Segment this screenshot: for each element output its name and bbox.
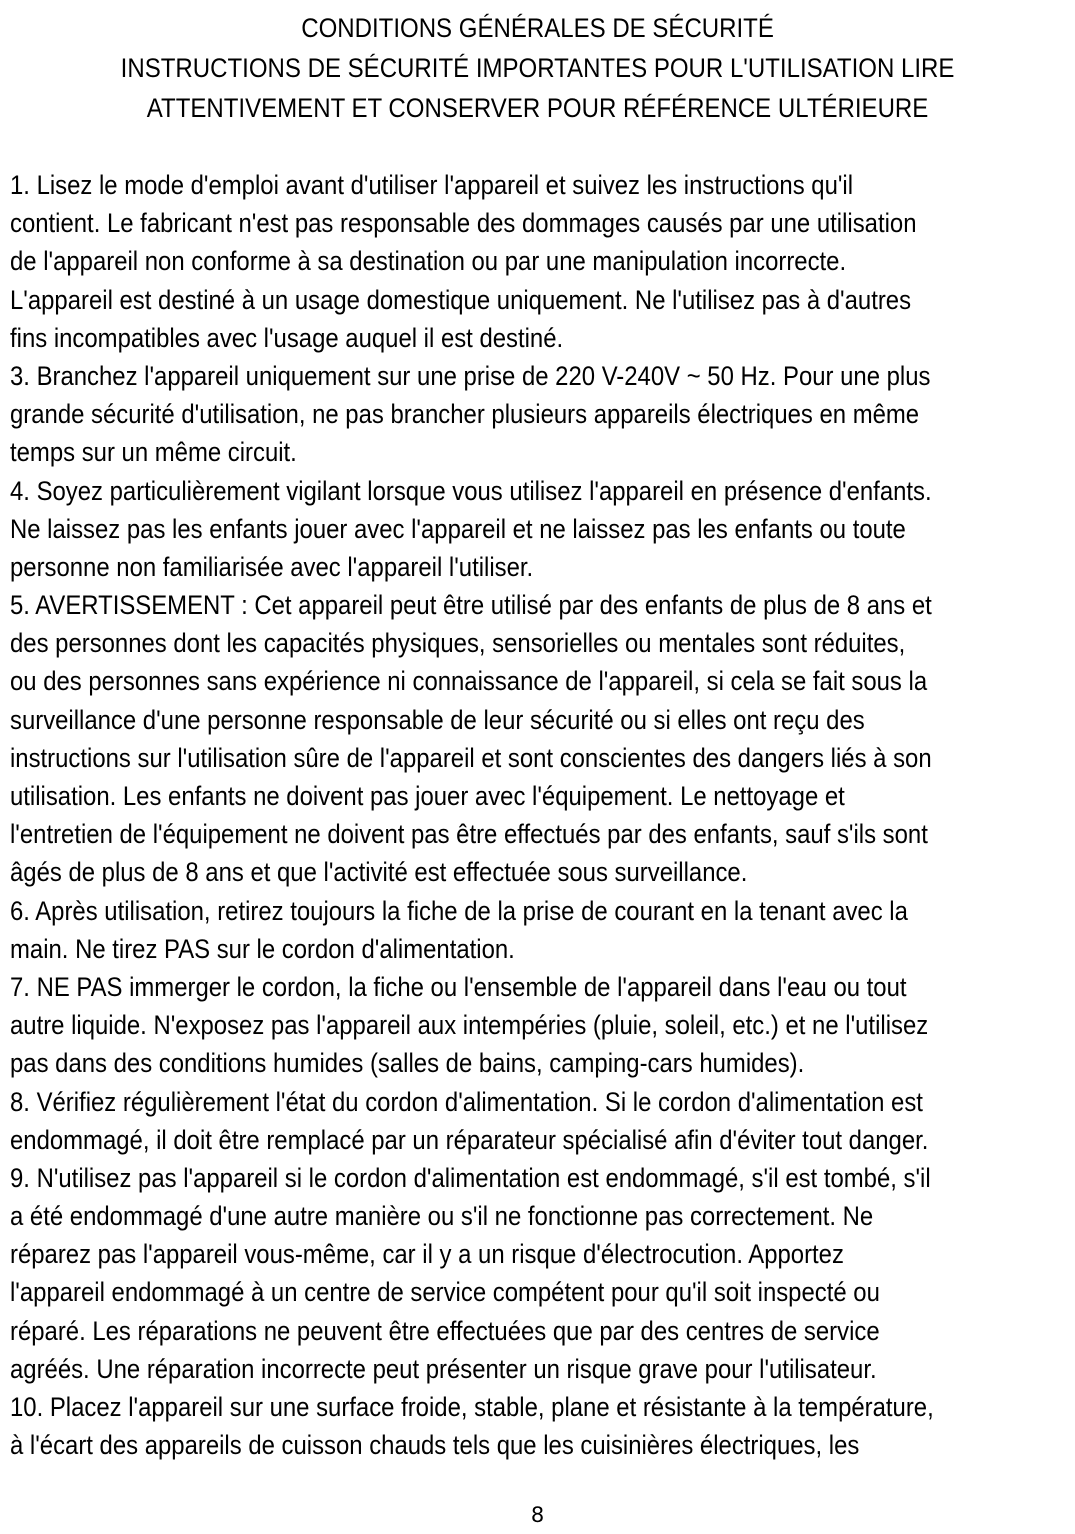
body-line: surveillance d'une personne responsable de leur sécurité ou si elles ont reçu des — [10, 704, 865, 735]
body-line: 7. NE PAS immerger le cordon, la fiche ou l'ensemble de l'appareil dans l'eau ou tout — [10, 971, 907, 1002]
body-line: 3. Branchez l'appareil uniquement sur une prise de 220 V-240V ~ 50 Hz. Pour une plus — [10, 360, 931, 391]
body-line: grande sécurité d'utilisation, ne pas brancher plusieurs appareils électriques en même — [10, 399, 920, 430]
body-line: des personnes dont les capacités physiques, sensorielles ou mentales sont réduites, — [10, 628, 906, 659]
body-line: 9. N'utilisez pas l'appareil si le cordon d'alimentation est endommagé, s'il est tombé, s'il — [10, 1162, 931, 1193]
body-line: 1. Lisez le mode d'emploi avant d'utiliser l'appareil et suivez les instructions qu'il — [10, 170, 854, 200]
body-line: 4. Soyez particulièrement vigilant lorsque vous utilisez l'appareil en présence d'enfants. — [10, 475, 932, 506]
body-line: 5. AVERTISSEMENT : Cet appareil peut être utilisé par des enfants de plus de 8 ans et — [10, 590, 932, 621]
body-line: agréés. Une réparation incorrecte peut présenter un risque grave pour l'utilisateur. — [10, 1353, 877, 1384]
body-line: personne non familiarisée avec l'appareil l'utiliser. — [10, 551, 534, 582]
body-line: 10. Placez l'appareil sur une surface froide, stable, plane et résistante à la température, — [10, 1392, 934, 1422]
body-line: fins incompatibles avec l'usage auquel il est destiné. — [10, 322, 564, 353]
page-number: 8 — [530, 1503, 545, 1527]
header-title-line-3: ATTENTIVEMENT ET CONSERVER POUR RÉFÉRENCE ULTÉRIEURE — [146, 93, 929, 123]
body-line: âgés de plus de 8 ans et que l'activité est effectuée sous surveillance. — [10, 857, 748, 888]
body-line: à l'écart des appareils de cuisson chauds tels que les cuisinières électriques, les — [10, 1430, 860, 1461]
body-line: endommagé, il doit être remplacé par un réparateur spécialisé afin d'éviter tout danger. — [10, 1124, 929, 1155]
body-line: L'appareil est destiné à un usage domestique uniquement. Ne l'utilisez pas à d'autres — [10, 284, 912, 315]
body-line: de l'appareil non conforme à sa destination ou par une manipulation incorrecte. — [10, 246, 847, 277]
safety-instructions-body — [10, 166, 1063, 1464]
header-title-line-1: CONDITIONS GÉNÉRALES DE SÉCURITÉ — [301, 13, 774, 43]
body-line: ou des personnes sans expérience ni connaissance de l'appareil, si cela se fait sous la — [10, 666, 928, 697]
body-line: autre liquide. N'exposez pas l'appareil aux intempéries (pluie, soleil, etc.) et ne l'utilisez — [10, 1010, 929, 1041]
body-line: réparé. Les réparations ne peuvent être effectuées que par des centres de service — [10, 1315, 880, 1346]
body-line: utilisation. Les enfants ne doivent pas jouer avec l'équipement. Le nettoyage et — [10, 781, 845, 811]
body-line: pas dans des conditions humides (salles de bains, camping-cars humides). — [10, 1048, 805, 1079]
body-line: réparez pas l'appareil vous-même, car il y a un risque d'électrocution. Apportez — [10, 1239, 844, 1270]
body-line: contient. Le fabricant n'est pas responsable des dommages causés par une utilisation — [10, 208, 917, 239]
body-line: Ne laissez pas les enfants jouer avec l'appareil et ne laissez pas les enfants ou toute — [10, 513, 906, 544]
body-line: temps sur un même circuit. — [10, 437, 297, 468]
body-line: 8. Vérifiez régulièrement l'état du cordon d'alimentation. Si le cordon d'alimentation est — [10, 1086, 923, 1117]
header-title-line-2: INSTRUCTIONS DE SÉCURITÉ IMPORTANTES POUR L'UTILISATION LIRE — [120, 53, 955, 83]
body-line: l'entretien de l'équipement ne doivent pas être effectués par des enfants, sauf s'ils sont — [10, 819, 928, 850]
body-line: instructions sur l'utilisation sûre de l'appareil et sont conscientes des dangers liés à son — [10, 742, 932, 773]
body-line: a été endommagé d'une autre manière ou s'il ne fonctionne pas correctement. Ne — [10, 1201, 874, 1232]
body-line: 6. Après utilisation, retirez toujours la fiche de la prise de courant en la tenant avec la — [10, 895, 908, 926]
document-header — [59, 8, 1016, 128]
body-line: l'appareil endommagé à un centre de service compétent pour qu'il soit inspecté ou — [10, 1277, 880, 1308]
body-line: main. Ne tirez PAS sur le cordon d'alimentation. — [10, 933, 515, 964]
